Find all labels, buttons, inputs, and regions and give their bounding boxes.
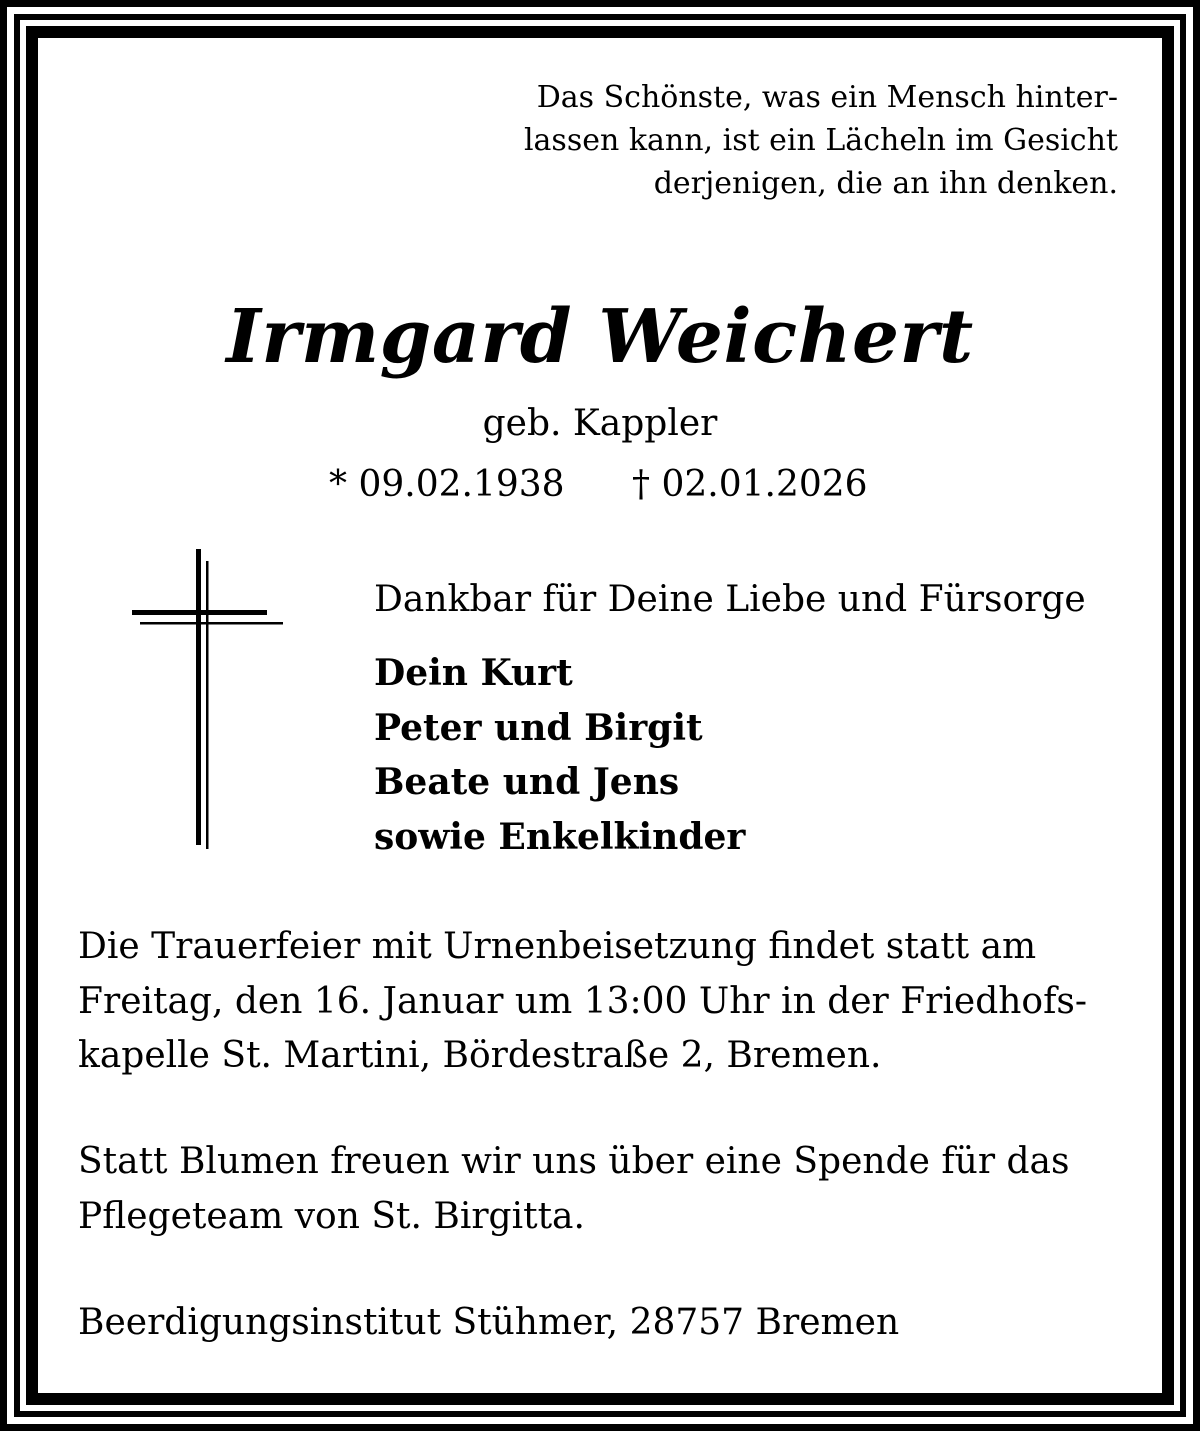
- birth-date: * 09.02.1938: [329, 464, 565, 505]
- family-member: Peter und Birgit: [374, 706, 703, 749]
- motto-quote: [478, 76, 1118, 205]
- motto-line: lassen kann, ist ein Lächeln im Gesicht: [523, 123, 1118, 158]
- family-member: sowie Enkelkinder: [374, 815, 746, 858]
- deceased-name: Irmgard Weichert: [226, 294, 974, 380]
- ceremony-line: kapelle St. Martini, Bördestraße 2, Bremen.: [78, 1035, 882, 1076]
- motto-line: Das Schönste, was ein Mensch hinter-: [536, 80, 1118, 115]
- donation-notice: [78, 1135, 1128, 1244]
- undertaker-line: [78, 1296, 1128, 1351]
- family-member: Dein Kurt: [374, 652, 573, 694]
- ceremony-line: Die Trauerfeier mit Urnenbeisetzung findet statt am: [78, 926, 1037, 967]
- ceremony-line: Freitag, den 16. Januar um 13:00 Uhr in der Friedhofs-: [78, 980, 1088, 1022]
- donation-line: Pflegeteam von St. Birgitta.: [78, 1195, 585, 1237]
- undertaker-text: Beerdigungsinstitut Stühmer, 28757 Bremen: [78, 1302, 900, 1343]
- motto-line: derjenigen, die an ihn denken.: [653, 166, 1118, 201]
- family-signatures: [374, 646, 745, 864]
- family-member: Beate und Jens: [374, 761, 680, 803]
- cross-icon: [130, 549, 290, 849]
- birth-name: geb. Kappler: [482, 403, 718, 444]
- donation-line: Statt Blumen freuen wir uns über eine Spende für das: [78, 1141, 1070, 1182]
- ceremony-notice: [78, 920, 1128, 1084]
- death-date: † 02.01.2026: [632, 464, 868, 505]
- thanks-line: Dankbar für Deine Liebe und Fürsorge: [374, 579, 1086, 620]
